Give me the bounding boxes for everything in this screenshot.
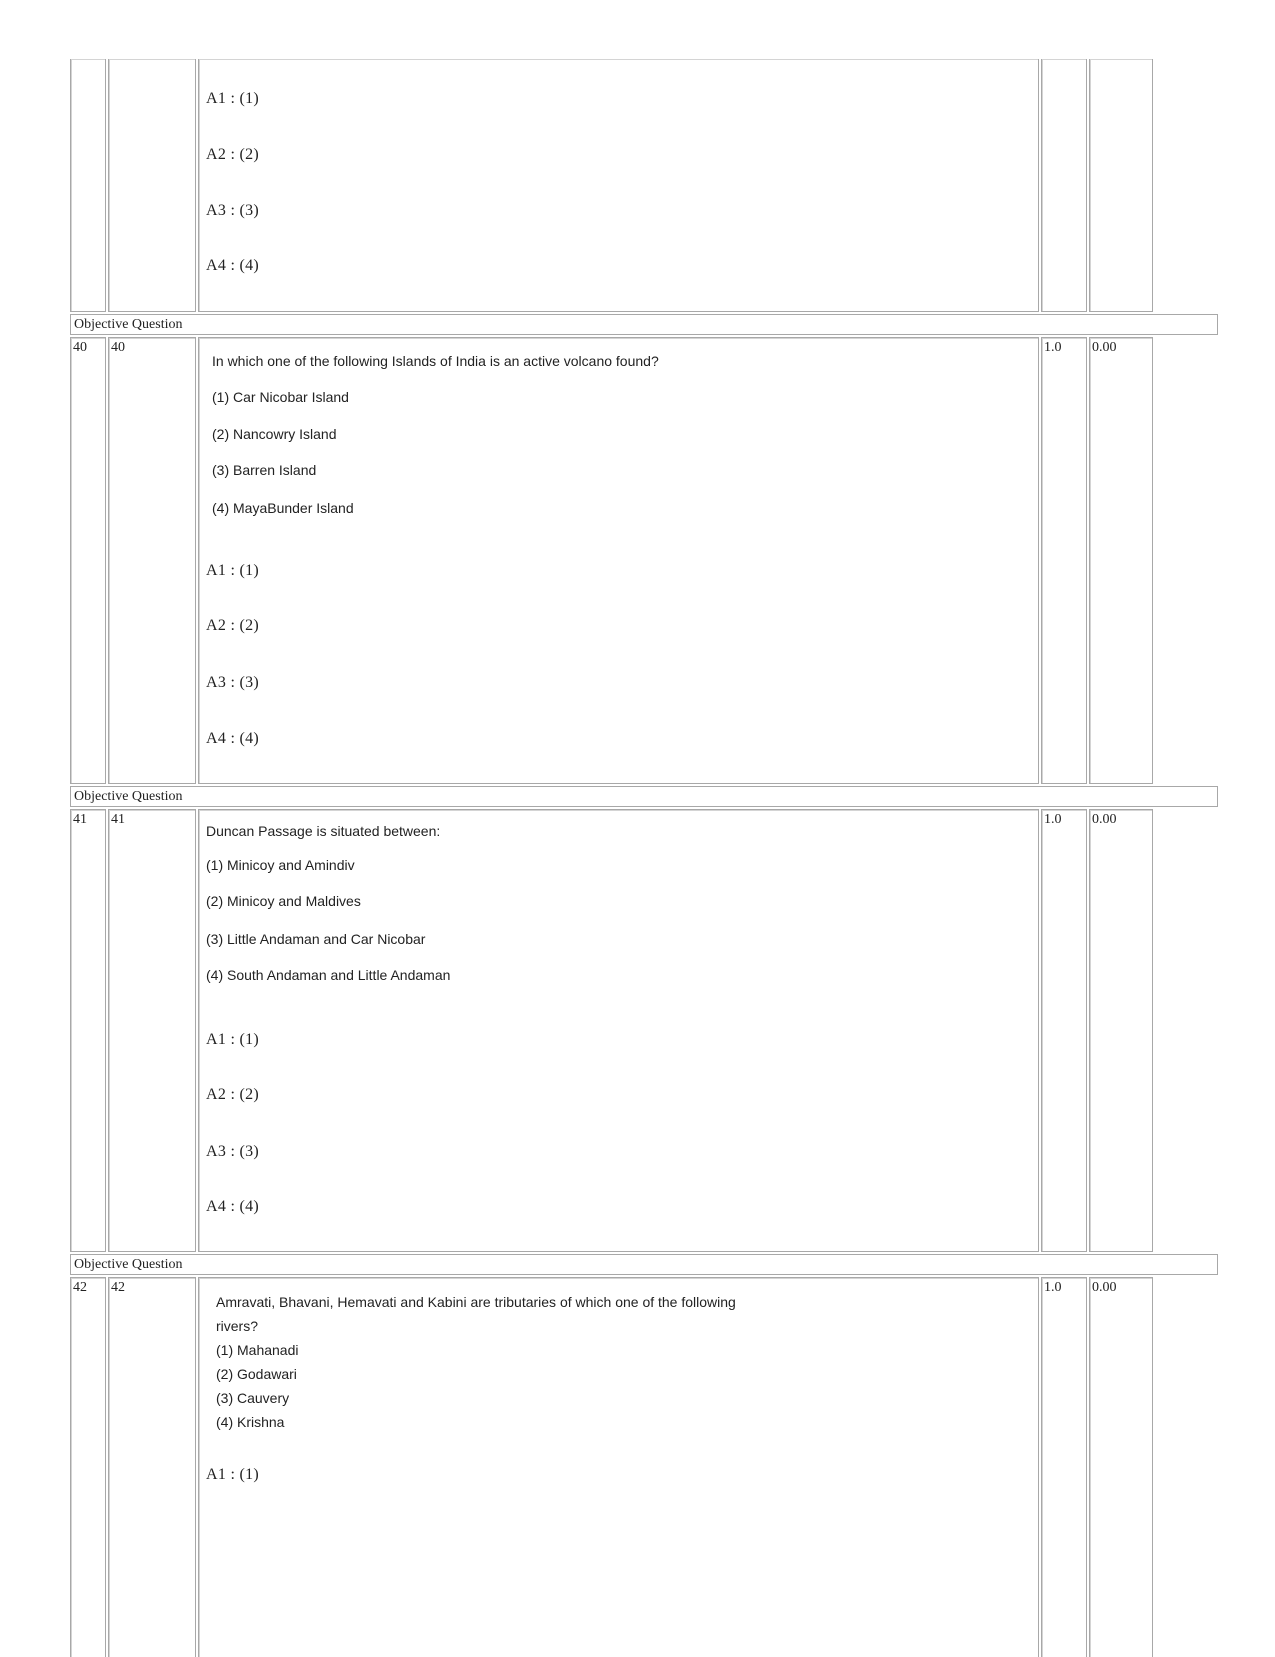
question-text: rivers? bbox=[216, 1318, 259, 1334]
option-text: (4) South Andaman and Little Andaman bbox=[206, 967, 451, 983]
option-text: (3) Little Andaman and Car Nicobar bbox=[206, 931, 426, 947]
option-text: (1) Mahanadi bbox=[216, 1342, 299, 1358]
question-id: 40 bbox=[108, 337, 196, 784]
serial-number: 42 bbox=[70, 1277, 106, 1657]
option-text: (3) Cauvery bbox=[216, 1390, 290, 1406]
option-text: (1) Car Nicobar Island bbox=[212, 389, 349, 405]
option-text: (4) Krishna bbox=[216, 1414, 285, 1430]
question-cell bbox=[198, 337, 1039, 784]
option-text: (3) Barren Island bbox=[212, 462, 317, 478]
answer-option: A3 : (3) bbox=[206, 1143, 260, 1160]
section-label: Objective Question bbox=[70, 1254, 1218, 1275]
serial-number: 40 bbox=[70, 337, 106, 784]
question-row bbox=[70, 809, 1218, 1252]
section-label: Objective Question bbox=[70, 786, 1218, 807]
question-text: Amravati, Bhavani, Hemavati and Kabini are tributaries of which one of the following bbox=[216, 1294, 736, 1310]
option-text: (2) Nancowry Island bbox=[212, 426, 337, 442]
answer-option: A2 : (2) bbox=[206, 1086, 260, 1103]
question-cell bbox=[198, 809, 1039, 1252]
question-id: 42 bbox=[108, 1277, 196, 1657]
negative-marks-cell bbox=[1089, 59, 1153, 312]
answer-option: A1 : (1) bbox=[206, 1031, 260, 1048]
section-header bbox=[70, 786, 1218, 807]
question-row-previous bbox=[70, 59, 1218, 312]
marks-cell bbox=[1041, 59, 1087, 312]
question-text: In which one of the following Islands of India is an active volcano found? bbox=[212, 353, 659, 369]
answer-option: A1 : (1) bbox=[206, 1466, 260, 1483]
option-text: (2) Godawari bbox=[216, 1366, 297, 1382]
serial-number: 41 bbox=[70, 809, 106, 1252]
answer-option: A2 : (2) bbox=[206, 617, 260, 634]
question-id: 41 bbox=[108, 809, 196, 1252]
section-header bbox=[70, 314, 1218, 335]
option-text: (4) MayaBunder Island bbox=[212, 500, 354, 516]
question-cell bbox=[198, 59, 1039, 312]
marks-value: 1.0 bbox=[1041, 1277, 1087, 1657]
answer-option: A3 : (3) bbox=[206, 674, 260, 691]
serial-cell bbox=[70, 59, 106, 312]
option-text: (2) Minicoy and Maldives bbox=[206, 893, 361, 909]
negative-marks-value: 0.00 bbox=[1089, 337, 1153, 784]
question-row bbox=[70, 337, 1218, 784]
answer-option: A1 : (1) bbox=[206, 90, 260, 107]
qid-cell bbox=[108, 59, 196, 312]
answer-option: A4 : (4) bbox=[206, 257, 260, 274]
marks-value: 1.0 bbox=[1041, 809, 1087, 1252]
section-header bbox=[70, 1254, 1218, 1275]
negative-marks-value: 0.00 bbox=[1089, 1277, 1153, 1657]
answer-option: A4 : (4) bbox=[206, 730, 260, 747]
question-row bbox=[70, 1277, 1218, 1657]
question-sheet bbox=[70, 59, 1218, 1651]
question-cell bbox=[198, 1277, 1039, 1657]
option-text: (1) Minicoy and Amindiv bbox=[206, 857, 355, 873]
marks-value: 1.0 bbox=[1041, 337, 1087, 784]
question-text: Duncan Passage is situated between: bbox=[206, 823, 441, 839]
answer-option: A1 : (1) bbox=[206, 562, 260, 579]
answer-option: A3 : (3) bbox=[206, 202, 260, 219]
answer-option: A4 : (4) bbox=[206, 1198, 260, 1215]
negative-marks-value: 0.00 bbox=[1089, 809, 1153, 1252]
answer-option: A2 : (2) bbox=[206, 146, 260, 163]
section-label: Objective Question bbox=[70, 314, 1218, 335]
